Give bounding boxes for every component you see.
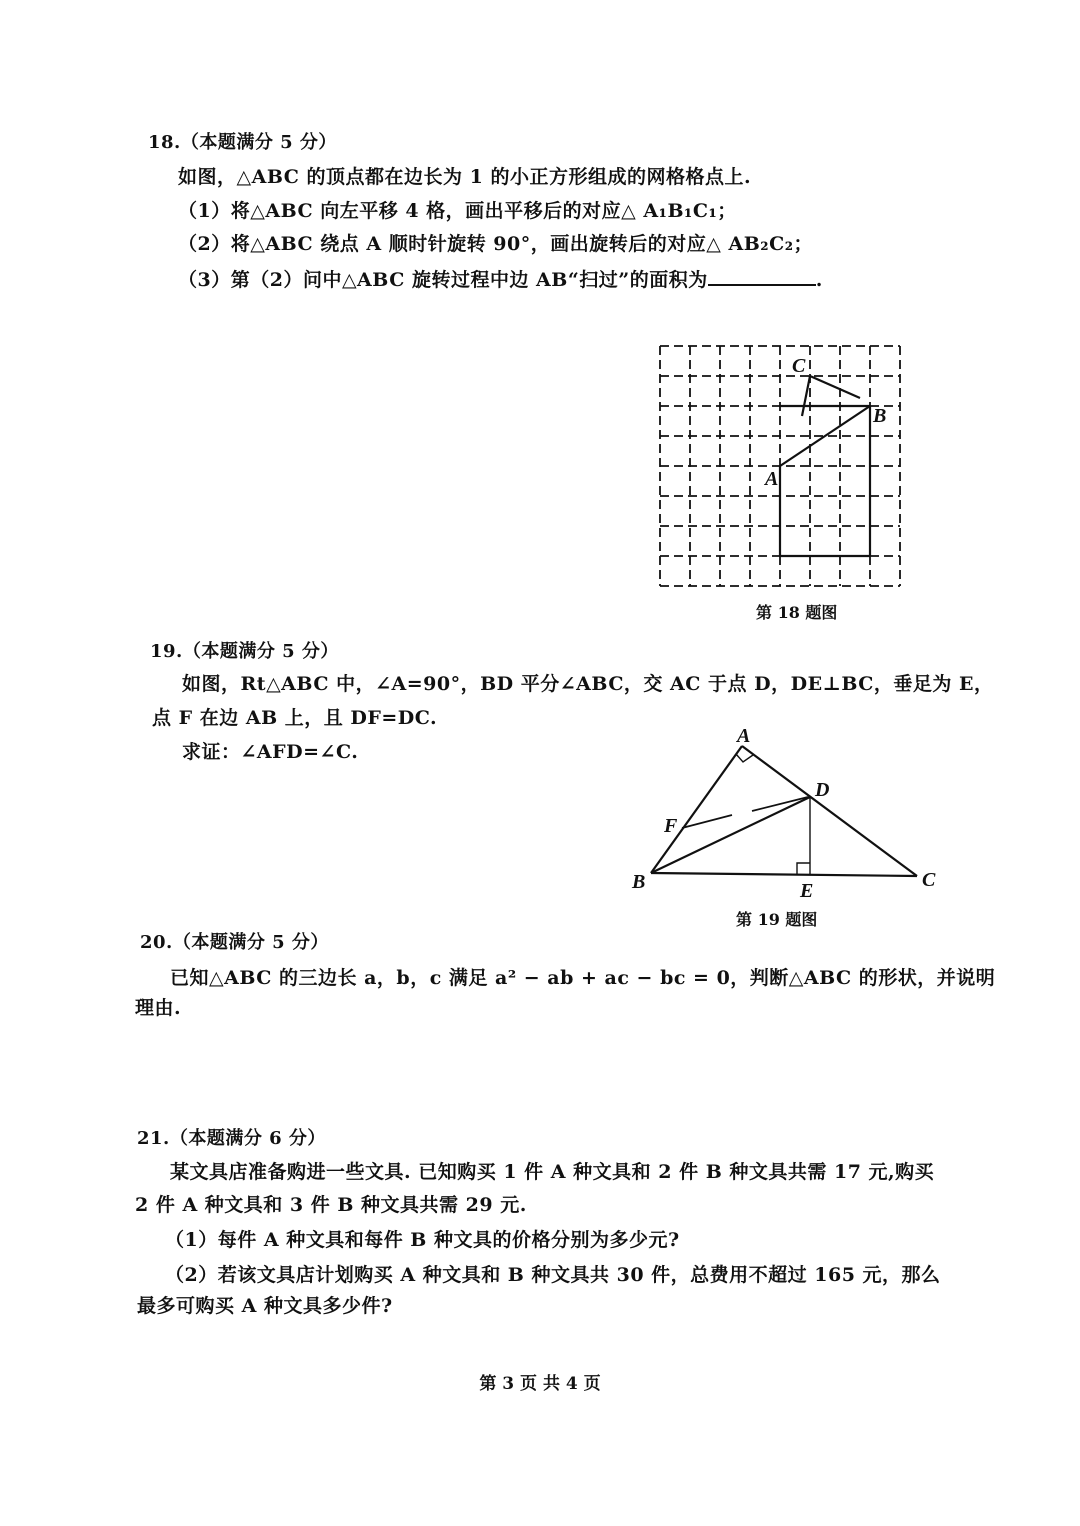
q18-part1: （1）将△ABC 向左平移 4 格，画出平移后的对应△ A₁B₁C₁； <box>178 200 737 222</box>
label-f: F <box>664 815 678 837</box>
label-e: E <box>800 880 814 902</box>
segment-df-pencil-2 <box>752 797 808 811</box>
figure-19-caption: 第 19 题图 <box>736 910 818 929</box>
q18-part2: （2）将△ABC 绕点 A 顺时针旋转 90°，画出旋转后的对应△ AB₂C₂； <box>178 233 814 255</box>
side-ac <box>742 746 917 876</box>
q21-line2: 2 件 A 种文具和 3 件 B 种文具共需 29 元. <box>135 1194 527 1216</box>
q21-part2: （2）若该文具店计划购买 A 种文具和 B 种文具共 30 件，总费用不超过 165 元，那么 <box>165 1264 941 1286</box>
q19-prove: 求证：∠AFD=∠C. <box>182 741 359 763</box>
triangle-side-ac-pencil <box>802 376 810 416</box>
q20-line1: 已知△ABC 的三边长 a，b，c 满足 a² − ab + ac − bc = 0，判断△ABC 的形状，并说明 <box>170 967 996 989</box>
side-ab <box>651 746 742 873</box>
grid-label-b: B <box>873 405 887 427</box>
grid-18-labels <box>763 355 886 490</box>
label-d: D <box>815 779 830 801</box>
q18-part3-end: . <box>815 269 823 291</box>
side-bc <box>651 873 917 876</box>
segment-df-pencil <box>682 815 732 828</box>
right-angle-mark-a <box>736 754 753 762</box>
q20-header: 20.（本题满分 5 分） <box>140 932 329 953</box>
q21-header: 21.（本题满分 6 分） <box>137 1128 326 1149</box>
grid-figure-18 <box>660 346 900 586</box>
figure-18-caption: 第 18 题图 <box>756 603 838 622</box>
q18-part3-text: （3）第（2）问中△ABC 旋转过程中边 AB“扫过”的面积为 <box>178 269 708 291</box>
label-c: C <box>922 869 936 891</box>
page-footer: 第 3 页 共 4 页 <box>479 1374 601 1394</box>
q18-intro: 如图，△ABC 的顶点都在边长为 1 的小正方形组成的网格格点上. <box>178 166 752 188</box>
q21-part2-cont: 最多可购买 A 种文具多少件? <box>137 1295 393 1317</box>
q21-part1: （1）每件 A 种文具和每件 B 种文具的价格分别为多少元? <box>165 1229 680 1251</box>
triangle-figure-19 <box>651 746 917 876</box>
right-angle-mark-e <box>797 863 810 875</box>
label-b: B <box>632 871 646 893</box>
q19-line2: 点 F 在边 AB 上，且 DF=DC. <box>152 707 438 729</box>
grid-label-c: C <box>792 355 806 377</box>
q18-header: 18.（本题满分 5 分） <box>148 132 337 153</box>
q19-line1: 如图，Rt△ABC 中，∠A=90°，BD 平分∠ABC，交 AC 于点 D，DE⊥BC，垂足为 E， <box>182 673 994 695</box>
q19-header: 19.（本题满分 5 分） <box>150 641 339 662</box>
triangle-side-bc <box>810 376 860 398</box>
q20-line2: 理由. <box>135 997 182 1019</box>
label-a: A <box>737 725 751 747</box>
q21-line1: 某文具店准备购进一些文具. 已知购买 1 件 A 种文具和 2 件 B 种文具共需 17 元,购买 <box>170 1161 935 1183</box>
grid-label-a: A <box>765 468 779 490</box>
